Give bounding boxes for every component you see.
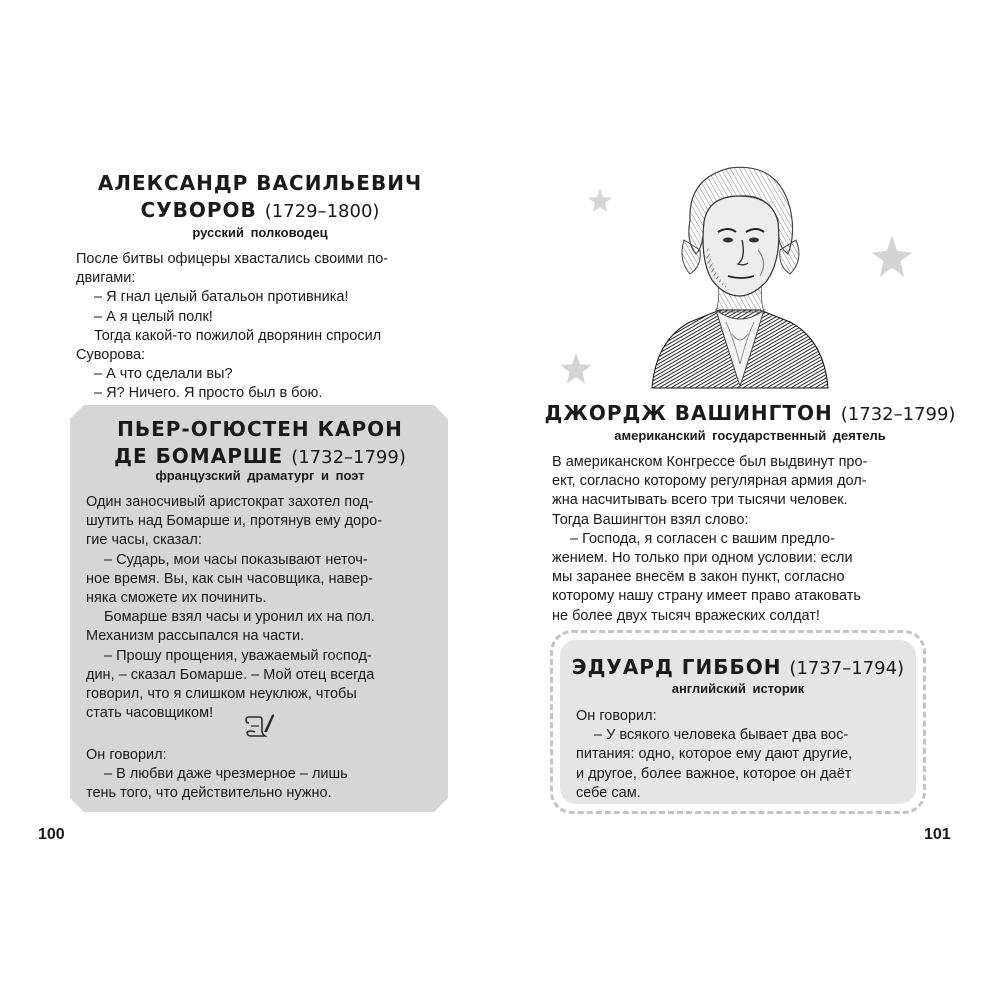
text-line: которому нашу страну имеет право атаковать xyxy=(552,588,861,605)
text-line: дин, – сказал Бомарше. – Мой отец всегда xyxy=(86,666,375,683)
beaumarchais-name-line1: ПЬЕР-ОГЮСТЕН КАРОН xyxy=(117,417,403,441)
text-line: – А я целый полк! xyxy=(94,308,213,325)
star-icon xyxy=(558,350,594,386)
suvorov-role: русский полководец xyxy=(192,225,328,240)
text-line: – Прошу прощения, уважаемый господ- xyxy=(104,647,372,664)
text-line: жна насчитывать всего три тысячи человек. xyxy=(552,492,848,509)
washington-name: ДЖОРДЖ ВАШИНГТОН (1732–1799) xyxy=(544,401,956,425)
beaumarchais-years: (1732–1799) xyxy=(291,447,406,468)
gibbon-name: ЭДУАРД ГИББОН (1737–1794) xyxy=(571,655,905,679)
text-line: и другое, более важное, которое он даёт xyxy=(576,765,852,782)
suvorov-name xyxy=(80,170,440,225)
text-line: Он говорил: xyxy=(576,708,657,724)
text-line: Бомарше взял часы и уронил их на пол. xyxy=(104,609,375,626)
gibbon-role: английский историк xyxy=(671,681,805,696)
text-line: себе сам. xyxy=(576,784,641,801)
beaumarchais-name-line2: ДЕ БОМАРШЕ (1732–1799) xyxy=(114,444,406,468)
text-line: – А что сделали вы? xyxy=(94,366,233,383)
star-icon xyxy=(868,232,916,280)
beaumarchais-quote xyxy=(86,746,442,804)
text-line: Суворова: xyxy=(76,347,146,364)
page-number-right: 101 xyxy=(924,826,951,843)
text-line: жением. Но только при одном условии: если xyxy=(552,550,853,567)
suvorov-name-line2: СУВОРОВ (1729–1800) xyxy=(140,198,380,222)
text-line: мы заранее внесём в закон пункт, согласно xyxy=(552,569,845,586)
text-line: Один заносчивый аристократ захотел под- xyxy=(86,494,374,510)
text-line: тень того, что действительно нужно. xyxy=(86,785,332,802)
text-line: Тогда какой-то пожилой дворянин спросил xyxy=(94,327,382,344)
gibbon-text xyxy=(576,707,916,803)
text-line: – Господа, я согласен с вашим предло- xyxy=(570,530,835,547)
text-line: двигами: xyxy=(76,270,136,287)
text-line: стать часовщиком! xyxy=(86,705,214,722)
washington-portrait xyxy=(650,150,830,390)
beaumarchais-role: французский драматург и поэт xyxy=(155,468,365,483)
right-page xyxy=(500,0,1000,1000)
page-number-left: 100 xyxy=(38,826,65,843)
washington-years: (1732–1799) xyxy=(840,404,956,425)
star-icon xyxy=(586,186,614,214)
text-line: – Я гнал целый батальон противника! xyxy=(94,289,349,306)
text-line: После битвы офицеры хвастались своими по- xyxy=(76,251,389,267)
text-line: Он говорил: xyxy=(86,747,167,763)
washington-text xyxy=(552,453,952,626)
gibbon-years: (1737–1794) xyxy=(789,658,905,679)
beaumarchais-text xyxy=(86,493,442,723)
text-line: – Я? Ничего. Я просто был в бою. xyxy=(94,385,323,402)
text-line: шутить над Бомарше и, протянув ему доро- xyxy=(86,513,383,530)
text-line: питания: одно, которое ему дают другие, xyxy=(576,746,853,763)
text-line: Тогда Вашингтон взял слово: xyxy=(552,511,749,528)
text-line: – В любви даже чрезмерное – лишь xyxy=(104,766,348,783)
quill-and-scroll-icon xyxy=(243,712,277,738)
text-line: В американском Конгрессе был выдвинут про- xyxy=(552,454,868,470)
text-line: гие часы, сказал: xyxy=(86,532,202,549)
suvorov-text xyxy=(76,250,456,404)
text-line: – У всякого человека бывает два вос- xyxy=(594,727,849,744)
text-line: не более двух тысяч вражеских солдат! xyxy=(552,607,820,624)
suvorov-name-line1: АЛЕКСАНДР ВАСИЛЬЕВИЧ xyxy=(97,171,423,195)
text-line: Механизм рассыпался на части. xyxy=(86,628,305,645)
text-line: няка сможете их починить. xyxy=(86,590,267,607)
suvorov-years: (1729–1800) xyxy=(264,201,380,222)
text-line: ное время. Вы, как сын часовщика, навер- xyxy=(86,570,374,587)
beaumarchais-name xyxy=(80,416,440,471)
text-line: говорил, что я слишком неуклюж, чтобы xyxy=(86,686,357,703)
text-line: – Сударь, мои часы показывают неточ- xyxy=(104,551,368,568)
text-line: ект, согласно которому регулярная армия дол- xyxy=(552,473,867,490)
washington-role: американский государственный деятель xyxy=(614,428,886,443)
